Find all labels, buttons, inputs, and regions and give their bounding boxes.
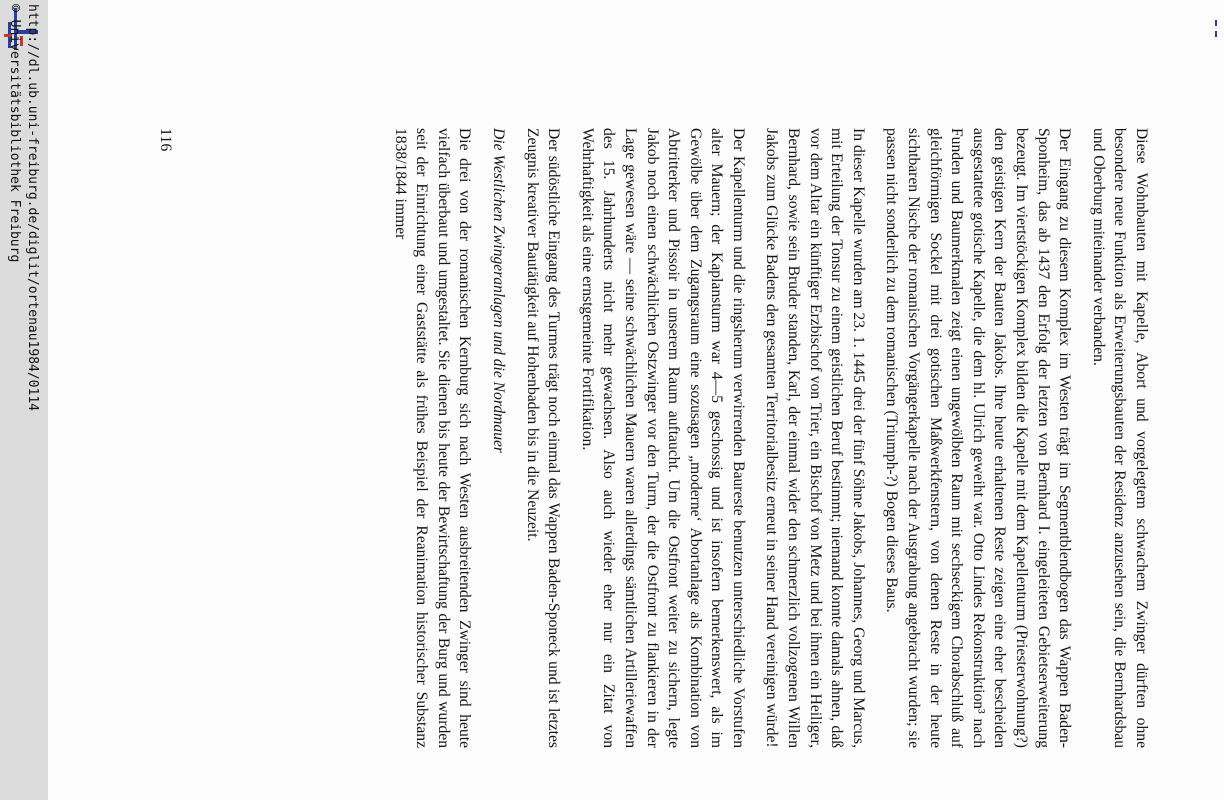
page-number: 116 [157, 128, 174, 152]
rotated-book-page [48, 0, 1224, 800]
paragraph-2: Der Eingang zu diesem Komplex im Westen trägt im Segmentblendbogen das Wappen Baden-Sponheim, das ab 1437 den Erfolg der letzten von Bernhard I. eingeleiteten Gebietserweiterung bezeugt. Im viertstöckigen Komplex bilden die Kapelle mit dem Kapellenturm (Priesterwohnung?) den geistigen Kern der Bauten Jakobs. Ihre heute erhaltenen Reste zeigen eine eher bescheiden ausgestattete gotische Kapelle, die dem hl. Ulrich geweiht war. Otto Lindes Rekonstruktion³ nach Funden und Baumerkmalen zeigt einen ungewölbten Raum mit sechseckigem Chorabschluß auf gleichförmigen Sockel mit drei gotischen Maßwerkfenstern, von denen Reste in der heute sichtbaren Nische der romanischen Vorgängerkapelle nach der Ausgrabung angebracht wurden; sie passen nicht sonderlich zu dem romanischen (Triumph-?) Bogen dieses Baus. [883, 128, 1074, 748]
page-body-text [377, 128, 1152, 748]
paragraph-3: In dieser Kapelle wurden am 23. 1. 1445 drei der fünf Söhne Jakobs, Johannes, Georg und Marcus, mit Erteilung der Tonsur zu einem geistlichen Beruf bestimmt; niemand konnte damals ahnen, daß vor dem Altar ein künftiger Erzbischof von Trier, ein Bischof von Metz und bei ihnen ein Heiliger, Bernhard, sowie sein Bruder standen, Karl, der einmal wider den schmerzlich vollzogenen Willen Jakobs zum Glücke Badens den gesamten Territorialbesitz erneut in seiner Hand vereinigen würde! [763, 128, 867, 748]
footer-url[interactable]: http://dl.ub.uni-freiburg.de/diglit/ortenau1984/0114 [25, 4, 40, 411]
paragraph-4: Der Kapellenturm und die ringsherum verwirrenden Baureste benutzen unterschiedliche Vorstufen alter Mauern; der Kaplansturm war 4—5 geschossig und ist insofern bemerkenswert, als im Gewölbe über dem Zugangsraum eine sozusagen „moderne‘ Abortanlage als Kombination von Abtritterker und Pissoir in unserem Raum auftaucht. Um die Ostfront weiter zu sichern, legte Jakob noch einen schwächlichen Ostzwinger vor den Turm, der die Ostfront zu flankieren in der Lage gewesen wäre — seine schwächlichen Mauern waren allerdings sämtlichen Artilleriewaffen des 15. Jahrhunderts nicht mehr gewachsen. Also auch wieder eher nur ein Zitat von Wehrhaftigkeit als eine ernstgemeinte Fortifikation. [578, 128, 747, 748]
scanned-page-viewport [48, 0, 1224, 800]
paragraph-6: Die drei von der romanischen Kernburg sich nach Westen ausbreitenden Zwinger sind heute vielfach überbaut und umgestaltet. Sie dienen bis heute der Bewirtschaftung der Burg und wurden seit der Einrichtung einer Gaststätte als frühes Beispiel der Reanimation historischer Substanz 1838/1844 immer [391, 128, 474, 748]
section-heading: Die Westlichen Zwingeranlagen und die Nordmauer [489, 128, 507, 453]
paragraph-5: Der südöstliche Eingang des Turmes trägt noch einmal das Wappen Baden-Sponeck und ist letztes Zeugnis kreativer Bautätigkeit auf Hohenbaden bis in die Neuzeit. [523, 128, 563, 748]
viewer-left-margin [0, 0, 48, 800]
footer-copyright: © Universitätsbibliothek Freiburg [7, 4, 22, 263]
paragraph-1: Diese Wohnbauten mit Kapelle, Abort und vorgelegtem schwachem Zwinger dürften ohne besondere neue Funktion als Erweiterungsbauten der Residenz anzusehen sein, die Bernhardsbau und Oberburg miteinander verbanden. [1089, 128, 1150, 748]
page-edge-marker-icon [1214, 18, 1220, 40]
